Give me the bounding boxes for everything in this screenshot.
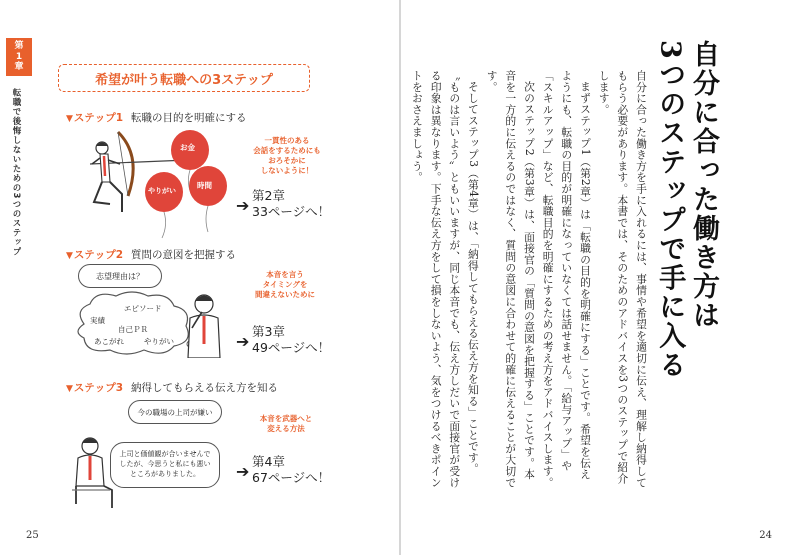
balloon-label: 時間 [197, 181, 212, 190]
chapter-ref-page: 33ページへ！ [252, 204, 331, 220]
chapter-ref-page: 67ページへ！ [252, 470, 331, 486]
balloon-rewarding [140, 170, 190, 244]
side-caption: 転職で後悔しないための3つのステップ [11, 88, 21, 257]
person-tie-icon [104, 156, 105, 176]
body-paragraph: 次のステップ2（第3章）は、面接官の「質問の意図を把握する」ことです。本音を一方的に伝えるのではなく、質問の意図に合わせて的確に伝えることが大切です。 [485, 70, 536, 489]
note-line: 本音を言う [266, 270, 304, 279]
body-text [407, 70, 650, 490]
person-leg-icon [94, 182, 110, 204]
balloon-label: お金 [180, 143, 195, 152]
step-3-note [244, 414, 328, 434]
right-arrow-icon: ➔ [236, 196, 250, 215]
step-3-chapter-ref [236, 454, 331, 487]
step-3-label: ステップ3 [73, 382, 124, 394]
note-line: タイミングを [262, 280, 308, 290]
step-1-note [242, 136, 332, 177]
chapter-tab-text: 第 [14, 40, 24, 51]
right-page [401, 0, 800, 555]
balloon-label: やりがい [148, 187, 176, 195]
step-2-chapter-ref [236, 324, 331, 357]
step-1-label: ステップ1 [73, 112, 124, 124]
step-3-text: 納得してもらえる伝え方を知る [131, 382, 279, 394]
note-line: おろそかに [268, 156, 306, 166]
bow-icon [118, 132, 133, 196]
left-page [0, 0, 399, 555]
cloud-word: 実績 [90, 316, 105, 325]
thinking-man-illustration [180, 288, 230, 358]
step-2-label: ステップ2 [73, 249, 124, 261]
note-line: 間違えないために [255, 290, 315, 300]
triangle-marker-icon: ▼ [66, 384, 73, 394]
note-line: 変える方法 [267, 424, 305, 434]
section-title-line: 3つのステップで手に入る [654, 40, 686, 380]
body-paragraph: そしてステップ3（第4章）は、「納得してもらえる伝え方を知る」ことです。〝ものは言いよう〟ともいいますが、同じ本音でも、伝え方しだいで面接官が受ける印象は異なります。下手な伝え方をして損をしないよう、気をつけるべきポイントをおさえましょう。 [410, 70, 480, 489]
triangle-marker-icon: ▼ [66, 251, 73, 261]
chapter-ref-title: 第2章 [252, 188, 285, 203]
chapter-tab [6, 38, 32, 76]
cloud-word: やりがい [144, 337, 174, 346]
page-number-right: 24 [759, 530, 772, 541]
chapter-tab-number: 1 [15, 51, 23, 62]
note-line: 本音を武器へと [259, 414, 313, 423]
step-2-text: 質問の意図を把握する [131, 249, 237, 261]
step-3-heading [66, 380, 278, 395]
page-number-left: 25 [26, 530, 39, 541]
chapter-ref-title: 第4章 [252, 454, 285, 469]
note-line: しないように！ [260, 166, 314, 176]
balloon-time [184, 164, 234, 238]
body-paragraph: 自分に合った働き方を手に入れるには、事情や希望を適切に伝え、理解し納得してもらう必要があります。本書では、そのためのアドバイスを3つのステップで紹介します。 [597, 70, 648, 489]
chapter-ref-page: 49ページへ！ [252, 340, 331, 356]
step-2-heading [66, 247, 236, 262]
cloud-word: エピソード [124, 304, 162, 313]
thought-bubble: 今の職場の上司が嫌い [128, 400, 222, 424]
step-1-chapter-ref [236, 188, 331, 221]
person-hair-icon [82, 439, 98, 444]
step-2-note [240, 270, 330, 300]
right-arrow-icon: ➔ [236, 462, 250, 481]
chapter-ref-title: 第3章 [252, 324, 285, 339]
note-line: 会話をするためにも [253, 146, 321, 156]
step-1-heading [66, 110, 247, 125]
note-line: 一貫性のある [264, 136, 310, 145]
triangle-marker-icon: ▼ [66, 114, 73, 124]
steps-title-box: 希望が叶う転職への3ステップ [58, 64, 310, 92]
seated-man-illustration [70, 432, 120, 512]
body-paragraph: まずステップ1（第2章）は「転職の目的を明確にする」ことです。希望を伝えようにも、転職の目的が明確になっていなくては話せません。「給与アップ」や「スキルアップ」など、転職目的を明確にするための考え方をアドバイスします。 [541, 70, 592, 489]
speech-bubble: 上司と価値観が合いませんでしたが、今思うと私にも悪いところがありました。 [110, 442, 220, 488]
section-title [653, 40, 721, 380]
person-leg-icon [76, 486, 112, 508]
step-1-text: 転職の目的を明確にする [131, 112, 247, 124]
cloud-word: 自己ＰＲ [118, 325, 148, 334]
chapter-tab-text: 章 [14, 62, 24, 73]
section-title-line: 自分に合った働き方は [688, 40, 719, 330]
cloud-word: あこがれ [94, 337, 124, 346]
person-leg-icon [110, 182, 122, 212]
question-bubble: 志望理由は？ [78, 264, 162, 288]
right-arrow-icon: ➔ [236, 332, 250, 351]
person-hair-icon [195, 296, 213, 302]
